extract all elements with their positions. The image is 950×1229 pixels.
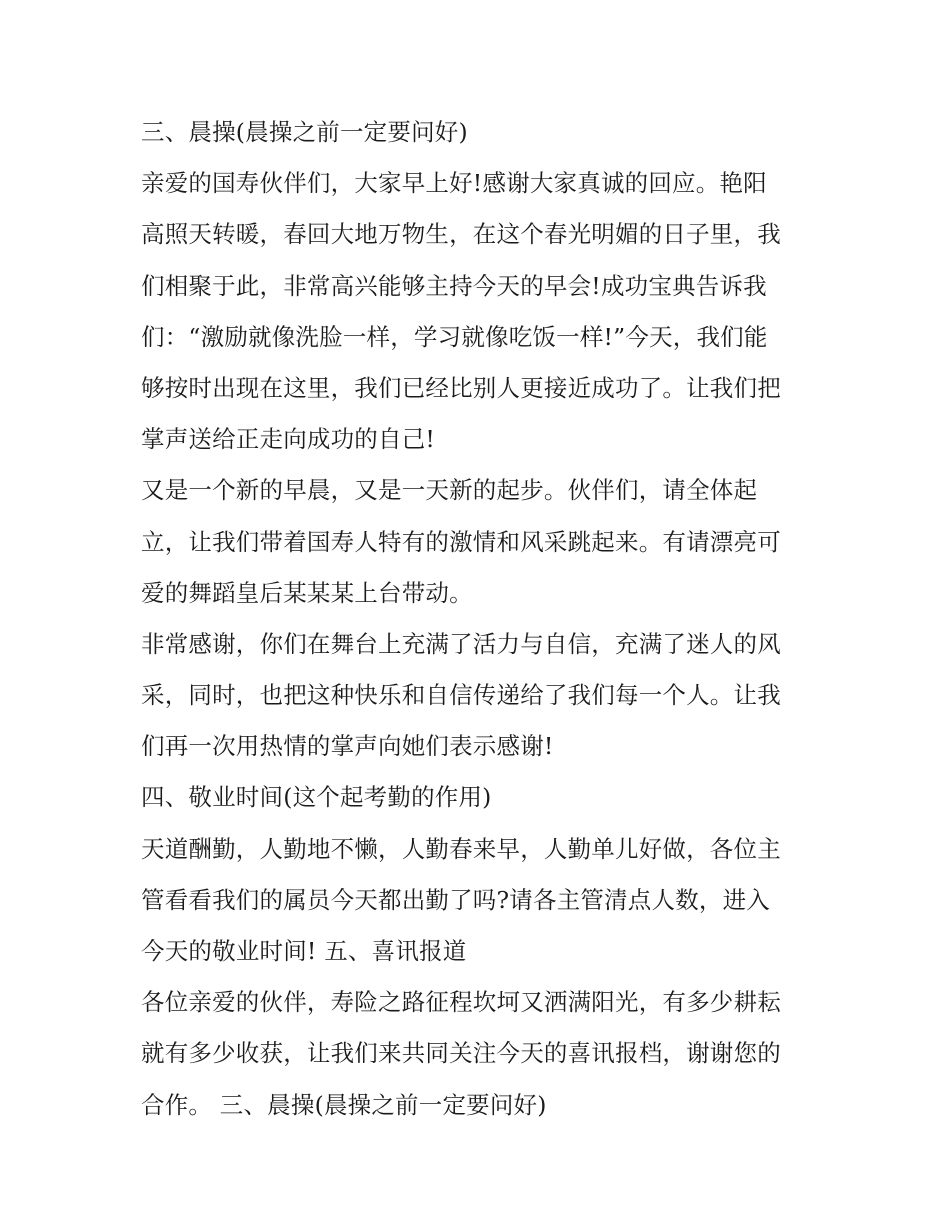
paragraph-line: 非常感谢，你们在舞台上充满了活力与自信，充满了迷人的风 — [141, 629, 781, 658]
paragraph-line: 们：“激励就像洗脸一样，学习就像吃饭一样!”今天，我们能 — [141, 322, 768, 351]
paragraph-line: 又是一个新的早晨，又是一天新的起步。伙伴们，请全体起 — [141, 476, 758, 505]
paragraph-line: 各位亲爱的伙伴，寿险之路征程坎坷又洒满阳光，有多少耕耘 — [141, 988, 781, 1017]
paragraph-line: 今天的敬业时间! 五、喜讯报道 — [141, 937, 467, 965]
heading-dedication-time: 四、敬业时间(这个起考勤的作用) — [141, 783, 492, 812]
paragraph-line: 采，同时，也把这种快乐和自信传递给了我们每一个人。让我 — [141, 681, 781, 710]
heading-morning-exercise: 三、晨操(晨操之前一定要问好) — [141, 118, 468, 146]
paragraph-line: 掌声送给正走向成功的自己! — [141, 425, 436, 454]
paragraph-line: 们再一次用热情的掌声向她们表示感谢! — [141, 732, 554, 761]
paragraph-line: 够按时出现在这里，我们已经比别人更接近成功了。让我们把 — [141, 373, 781, 402]
paragraph-line: 亲爱的国寿伙伴们，大家早上好!感谢大家真诚的回应。艳阳 — [141, 169, 767, 198]
paragraph-line: 管看看我们的属员今天都出勤了吗?请各主管清点人数，进入 — [141, 885, 770, 914]
paragraph-line: 天道酬勤，人勤地不懒，人勤春来早，人勤单儿好做，各位主 — [141, 834, 781, 863]
paragraph-line: 高照天转暖，春回大地万物生，在这个春光明媚的日子里，我 — [141, 220, 781, 249]
paragraph-line: 合作。 三、晨操(晨操之前一定要问好) — [141, 1090, 547, 1119]
paragraph-line: 爱的舞蹈皇后某某某上台带动。 — [141, 578, 473, 607]
document-body — [141, 107, 821, 1131]
paragraph-line: 立，让我们带着国寿人特有的激情和风采跳起来。有请漂亮可 — [141, 527, 781, 556]
paragraph-line: 们相聚于此，非常高兴能够主持今天的早会!成功宝典告诉我 — [141, 271, 767, 300]
paragraph-line: 就有多少收获，让我们来共同关注今天的喜讯报档，谢谢您的 — [141, 1039, 781, 1068]
